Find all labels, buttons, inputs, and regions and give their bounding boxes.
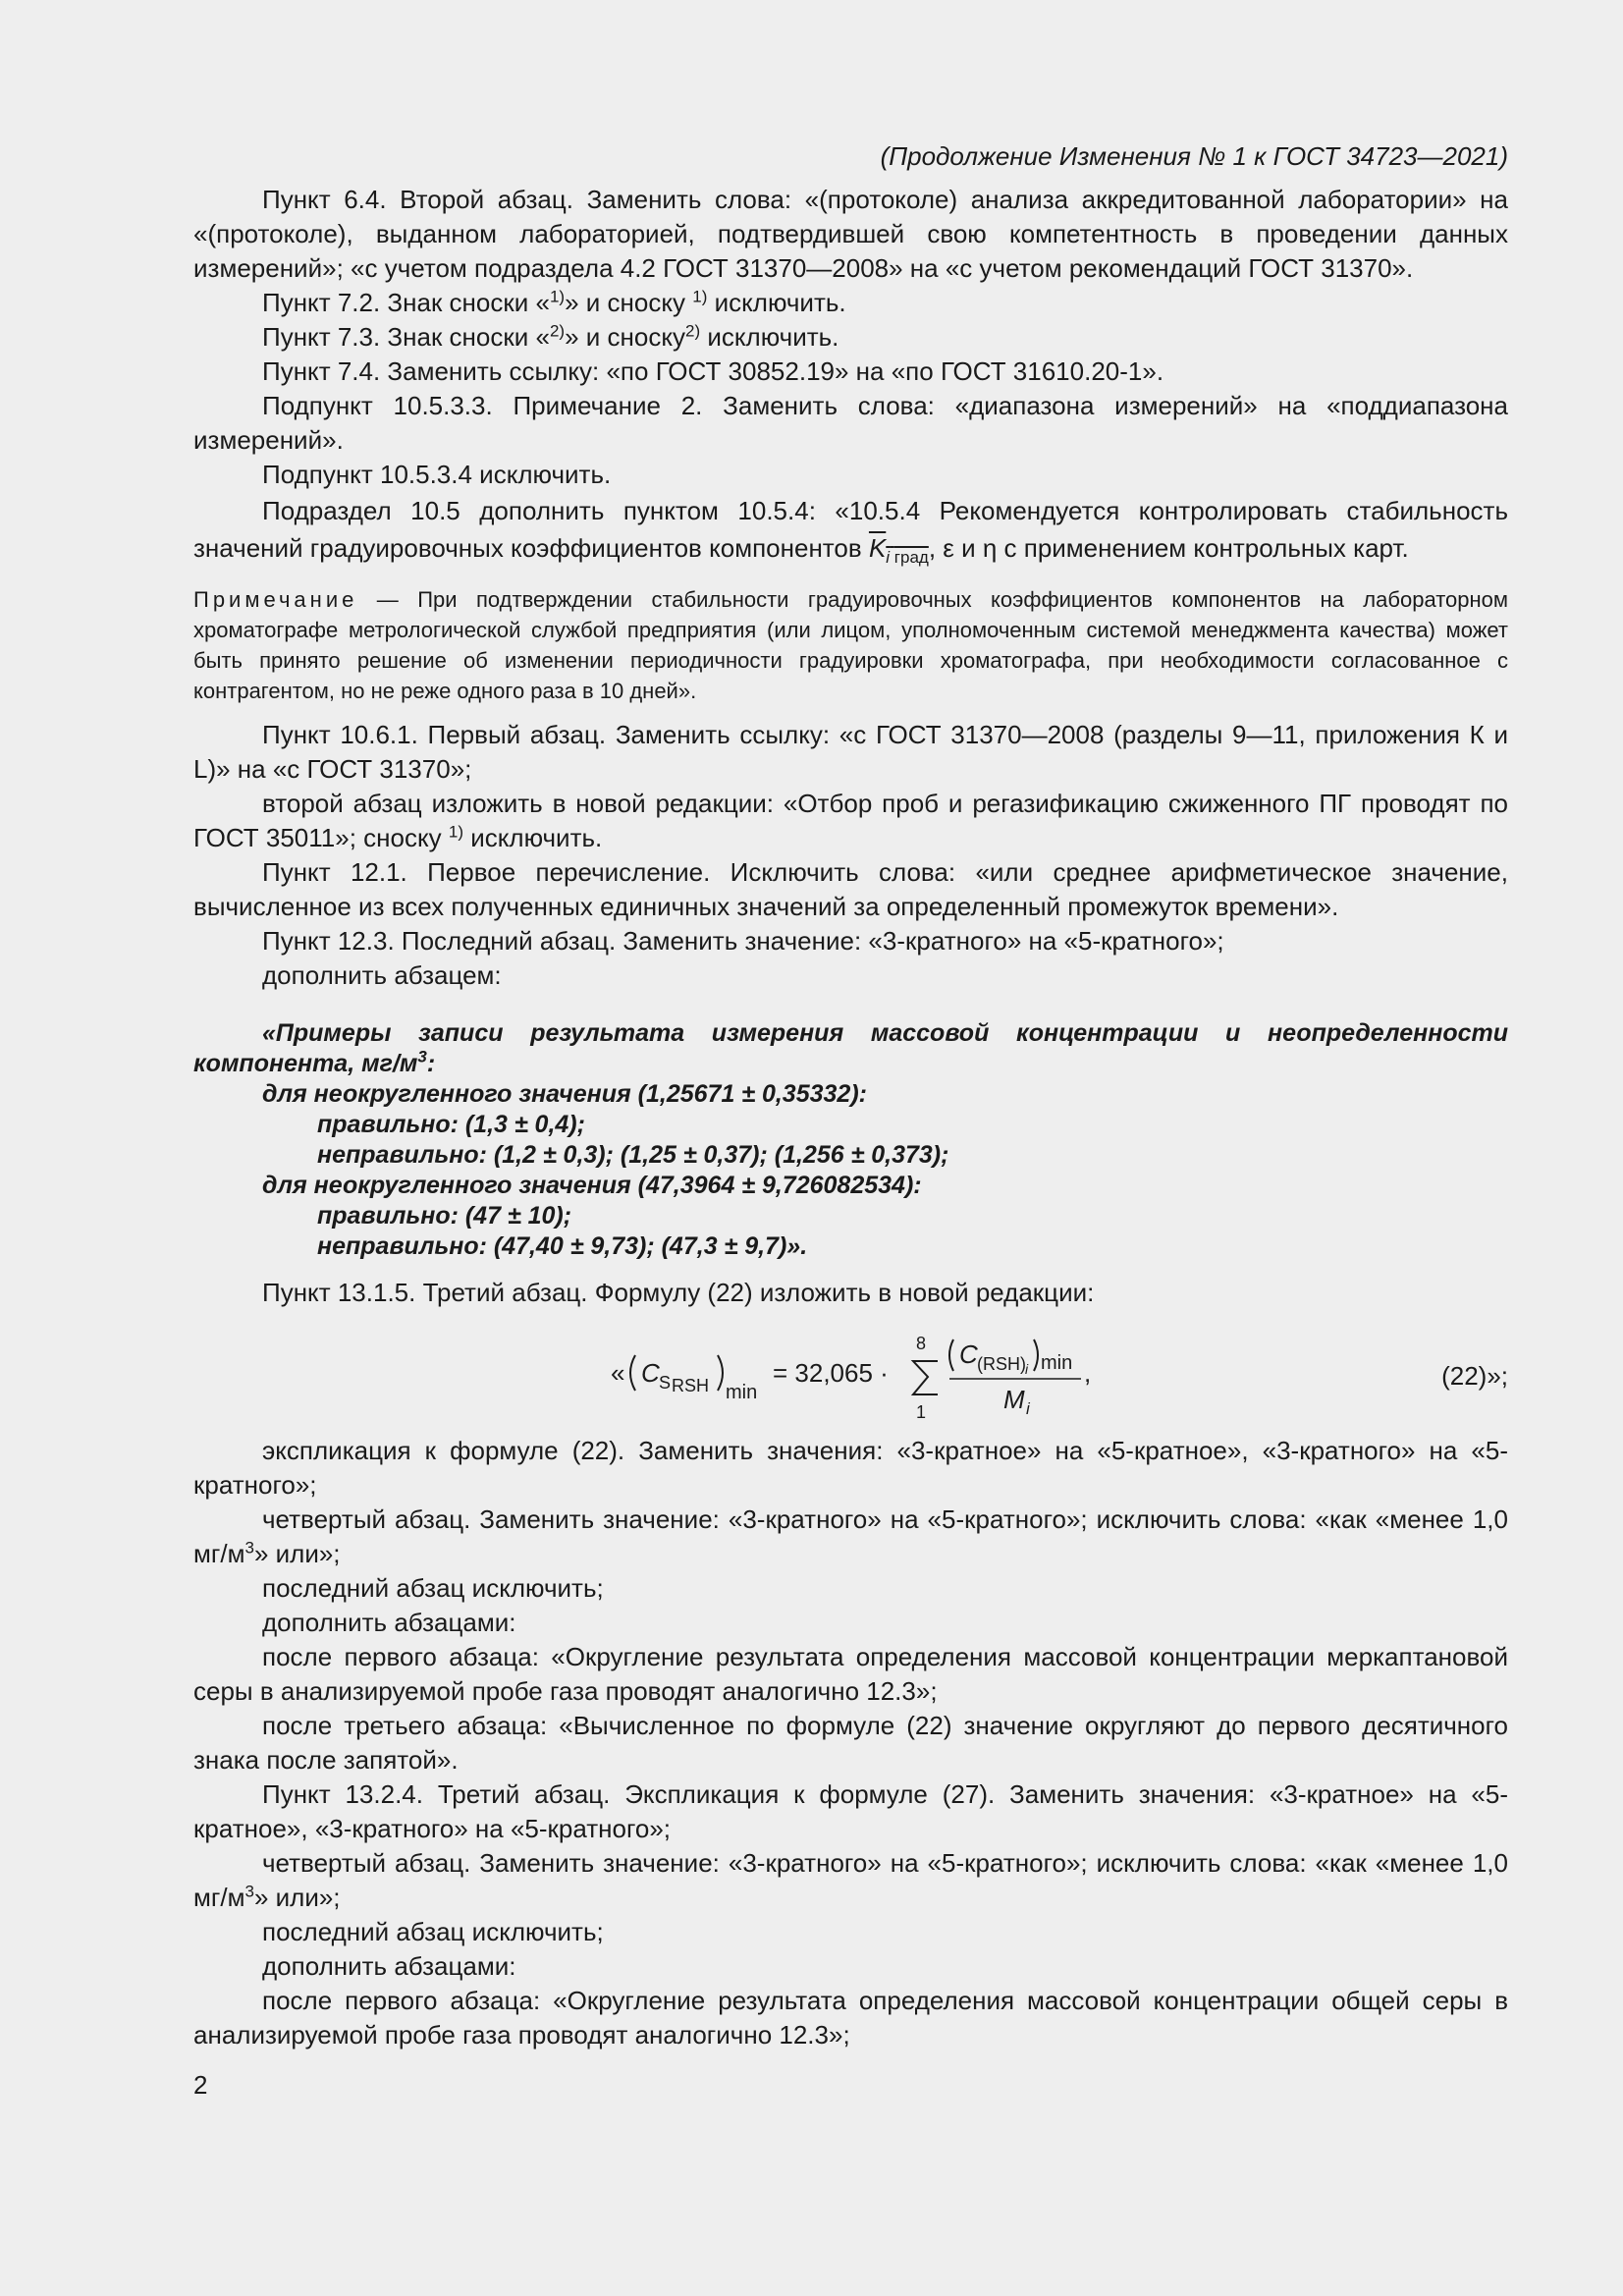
paragraph-6-4: Пункт 6.4. Второй абзац. Заменить слова: «(протоколе) анализа аккредитованной лаборатории» на «(протоколе), выданном лабораторией, подтвердившей свою компетентность в проведении данных измерений»; «с учетом подраздела 4.2 ГОСТ 31370—2008» на «с учетом рекомендаций ГОСТ 31370». — [193, 185, 1508, 283]
note-block: Примечание — При подтверждении стабильности градуировочных коэффициентов компонентов на лабораторном хроматографе метрологической службой предприятия (или лицом, уполномоченным системой менеджмента качества) может быть принято решение об изменении периодичности градуировки хроматографа, при необходимости согласованное с контрагентом, но не реже одного раза в 10 дней». — [193, 587, 1508, 704]
examples-title: «Примеры записи результата измерения массовой концентрации и неопределенности компонента, $мг/м^3$: — [193, 1019, 1508, 1078]
paragraph-after-first-2: после первого абзаца: «Округление результата определения массовой концентрации общей серы в анализируемой пробе газа проводят аналогично 12.3»; — [193, 1986, 1508, 2050]
svg-text:RSH: RSH — [672, 1376, 710, 1396]
svg-text:,: , — [1084, 1358, 1092, 1389]
svg-text:i: i — [1025, 1361, 1029, 1378]
paragraph-10-5-4: Подраздел 10.5 дополнить пунктом 10.5.4: «10.5.4 Рекомендуется контролировать стабильность значений градуировочных коэффициентов компонентов $K_{i град}$, ε и η с применением контрольных карт. — [193, 496, 1508, 568]
note-label: Примечание — [193, 587, 358, 613]
example-case-1-wrong: неправильно: (1,2 ± 0,3); (1,25 ± 0,37); (1,256 ± 0,373); — [317, 1141, 949, 1170]
paragraph-after-third: после третьего абзаца: «Вычисленное по формуле (22) значение округляют до первого десятичного знака после запятой». — [193, 1711, 1508, 1776]
svg-text:«: « — [611, 1358, 625, 1389]
page-content — [193, 139, 1508, 2052]
paragraph-12-3: Пункт 12.3. Последний абзац. Заменить значение: «3-кратного» на «5-кратного»; — [262, 926, 1224, 957]
paragraph-add-2: дополнить абзацами: — [262, 1951, 516, 1982]
page-header: (Продолжение Изменения № 1 к ГОСТ 34723—2021) — [880, 141, 1508, 171]
svg-text:i: i — [1026, 1399, 1030, 1419]
paragraph-7-4: Пункт 7.4. Заменить ссылку: «по ГОСТ 30852.19» на «по ГОСТ 31610.20-1». — [262, 356, 1164, 386]
svg-text:min: min — [1041, 1352, 1073, 1375]
svg-text:8: 8 — [916, 1334, 927, 1354]
paragraph-add-1: дополнить абзацами: — [262, 1608, 516, 1638]
example-case-2: для неокругленного значения (47,3964 ± 9,726082534): — [262, 1172, 922, 1200]
paragraph-10-6-1: Пункт 10.6.1. Первый абзац. Заменить ссылку: «с ГОСТ 31370—2008 (разделы 9—11, приложения К и L)» на «с ГОСТ 31370»; — [193, 720, 1508, 785]
paragraph-7-3: Пункт 7.3. Знак сноски «$^{2)}$» и сноску$^{2)}$ исключить. — [262, 321, 839, 352]
example-case-2-right: правильно: (47 ± 10); — [317, 1202, 572, 1230]
example-case-1-right: правильно: (1,3 ± 0,4); — [317, 1111, 585, 1139]
paragraph-fourth-2: четвертый абзац. Заменить значение: «3-кратного» на «5-кратного»; исключить слова: «как «менее 1,0 $мг/м^3$» или»; — [193, 1848, 1508, 1913]
paragraph-after-first-1: после первого абзаца: «Округление результата определения массовой концентрации меркаптановой серы в анализируемой пробе газа проводят аналогично 12.3»; — [193, 1642, 1508, 1707]
paragraph-12-1: Пункт 12.1. Первое перечисление. Исключить слова: «или среднее арифметическое значение, вычисленное из всех полученных единичных значений за определенный промежуток времени». — [193, 857, 1508, 922]
example-case-2-wrong: неправильно: (47,40 ± 9,73); (47,3 ± 9,7)». — [317, 1232, 808, 1261]
paragraph-13-2-4: Пункт 13.2.4. Третий абзац. Экспликация к формуле (27). Заменить значения: «3-кратное» на «5-кратное», «3-кратного» на «5-кратного»; — [193, 1779, 1508, 1844]
paragraph-12-3-add: дополнить абзацем: — [262, 960, 502, 991]
page-number: 2 — [193, 2070, 208, 2100]
paragraph-10-5-3-4: Подпункт 10.5.3.4 исключить. — [262, 460, 612, 489]
paragraph-13-1-5: Пункт 13.1.5. Третий абзац. Формулу (22) изложить в новой редакции: — [262, 1278, 1095, 1308]
svg-text:S: S — [659, 1373, 672, 1394]
example-case-1: для неокругленного значения (1,25671 ± 0,35332): — [262, 1080, 867, 1109]
formula-22 — [193, 1320, 1508, 1428]
svg-text:1: 1 — [916, 1402, 927, 1423]
paragraph-10-6-1-second: второй абзац изложить в новой редакции: «Отбор проб и регазификацию сжиженного ПГ проводят по ГОСТ 35011»; сноску $^{1)}$ исключить. — [193, 789, 1508, 853]
formula-number: (22)»; — [1441, 1361, 1508, 1392]
svg-text:C: C — [959, 1339, 978, 1370]
svg-text:M: M — [1003, 1385, 1025, 1415]
svg-text:min: min — [726, 1382, 758, 1404]
paragraph-10-5-3-3: Подпункт 10.5.3.3. Примечание 2. Заменить слова: «диапазона измерений» на «поддиапазона измерений». — [193, 391, 1508, 455]
coefficient-symbol: $K_{i град}$ — [868, 533, 929, 568]
examples-block — [193, 1018, 1508, 1262]
paragraph-last-exclude-2: последний абзац исключить; — [262, 1917, 604, 1947]
paragraph-7-2: Пункт 7.2. Знак сноски «$^{1)}$» и сноску $^{1)}$ исключить. — [262, 287, 846, 317]
paragraph-fourth-1: четвертый абзац. Заменить значение: «3-кратного» на «5-кратного»; исключить слова: «как «менее 1,0 $мг/м^3$» или»; — [193, 1504, 1508, 1569]
svg-text:= 32,065 ·: = 32,065 · — [773, 1358, 889, 1389]
svg-text:(RSH): (RSH) — [977, 1354, 1026, 1375]
paragraph-last-exclude-1: последний абзац исключить; — [262, 1573, 604, 1604]
formula-22-graphic — [193, 1320, 1508, 1428]
explication-22: экспликация к формуле (22). Заменить значения: «3-кратное» на «5-кратное», «3-кратного» на «5-кратного»; — [193, 1436, 1508, 1501]
svg-text:C: C — [641, 1358, 660, 1389]
